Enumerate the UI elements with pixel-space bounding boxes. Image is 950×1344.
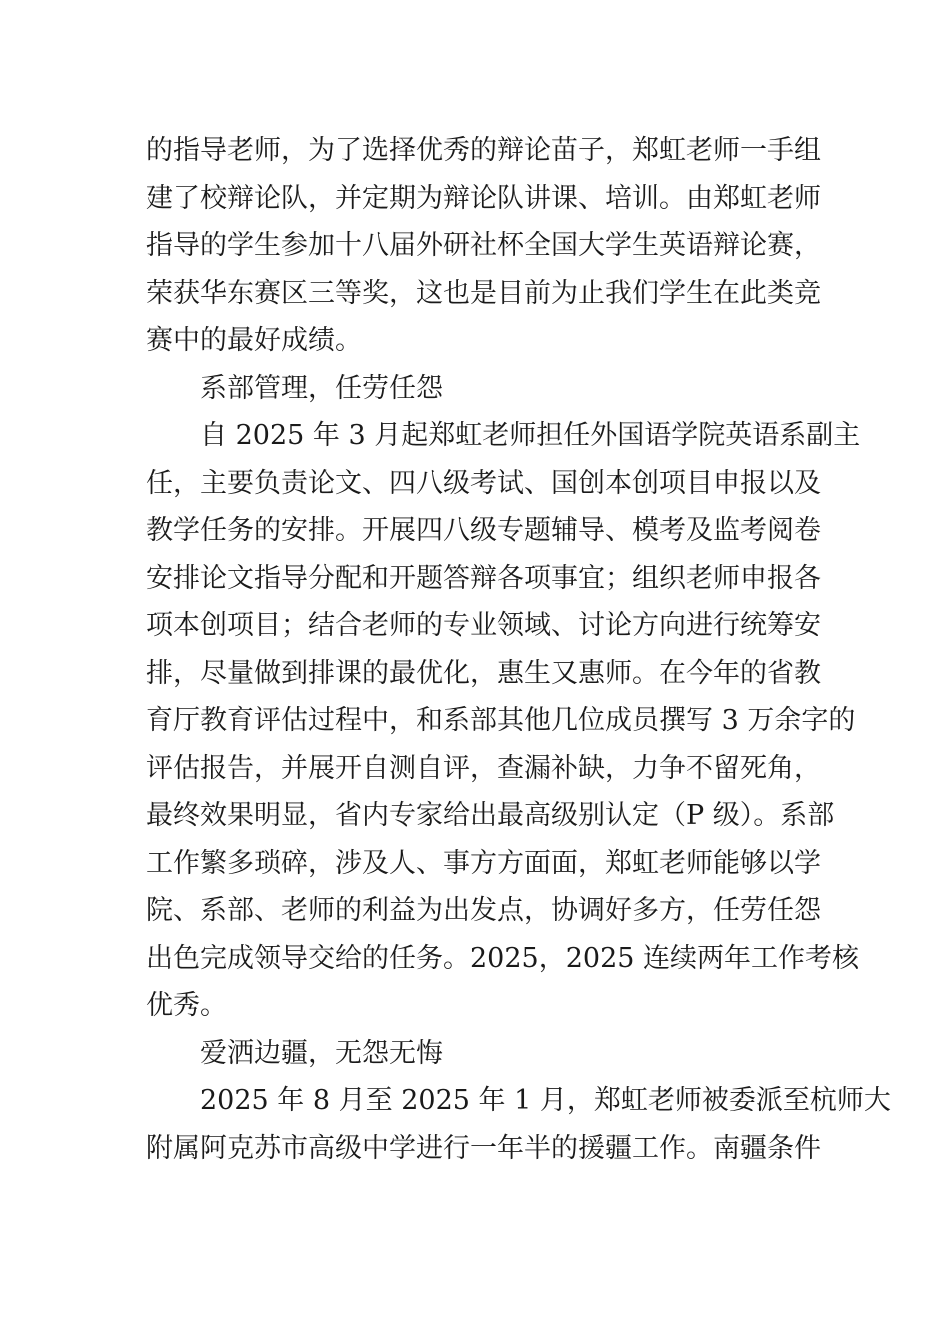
text-line: 最终效果明显，省内专家给出最高级别认定（P 级）。系部	[146, 800, 835, 831]
text-line: 工作繁多琐碎，涉及人、事方方面面，郑虹老师能够以学	[146, 847, 821, 879]
text-line: 建了校辩论队，并定期为辩论队讲课、培训。由郑虹老师	[146, 182, 821, 214]
text-line: 自 2025 年 3 月起郑虹老师担任外国语学院英语系副主	[200, 420, 861, 451]
text-line: 指导的学生参加十八届外研社杯全国大学生英语辩论赛，	[146, 230, 821, 261]
section-heading: 爱洒边疆，无怨无悔	[200, 1037, 443, 1069]
body-text	[146, 127, 891, 1172]
text-line: 院、系部、老师的利益为出发点，协调好多方，任劳任怨	[146, 895, 821, 926]
text-line: 赛中的最好成绩。	[146, 325, 362, 356]
text-line: 出色完成领导交给的任务。2025，2025 连续两年工作考核	[146, 942, 860, 974]
text-line: 评估报告，并展开自测自评，查漏补缺，力争不留死角，	[146, 752, 821, 784]
text-line: 教学任务的安排。开展四八级专题辅导、模考及监考阅卷	[146, 515, 821, 546]
text-line: 育厅教育评估过程中，和系部其他几位成员撰写 3 万余字的	[146, 705, 856, 736]
text-line: 优秀。	[146, 990, 227, 1021]
text-line: 安排论文指导分配和开题答辩各项事宜；组织老师申报各	[146, 562, 821, 594]
text-line: 附属阿克苏市高级中学进行一年半的援疆工作。南疆条件	[146, 1132, 821, 1164]
text-line: 排，尽量做到排课的最优化，惠生又惠师。在今年的省教	[146, 657, 821, 689]
text-line: 荣获华东赛区三等奖，这也是目前为止我们学生在此类竞	[146, 277, 821, 309]
text-line: 2025 年 8 月至 2025 年 1 月，郑虹老师被委派至杭师大	[200, 1085, 891, 1116]
text-line: 项本创项目；结合老师的专业领域、讨论方向进行统筹安	[146, 610, 821, 641]
section-heading: 系部管理，任劳任怨	[200, 372, 443, 404]
text-line: 的指导老师，为了选择优秀的辩论苗子，郑虹老师一手组	[146, 135, 821, 166]
text-line: 任，主要负责论文、四八级考试、国创本创项目申报以及	[146, 467, 821, 499]
